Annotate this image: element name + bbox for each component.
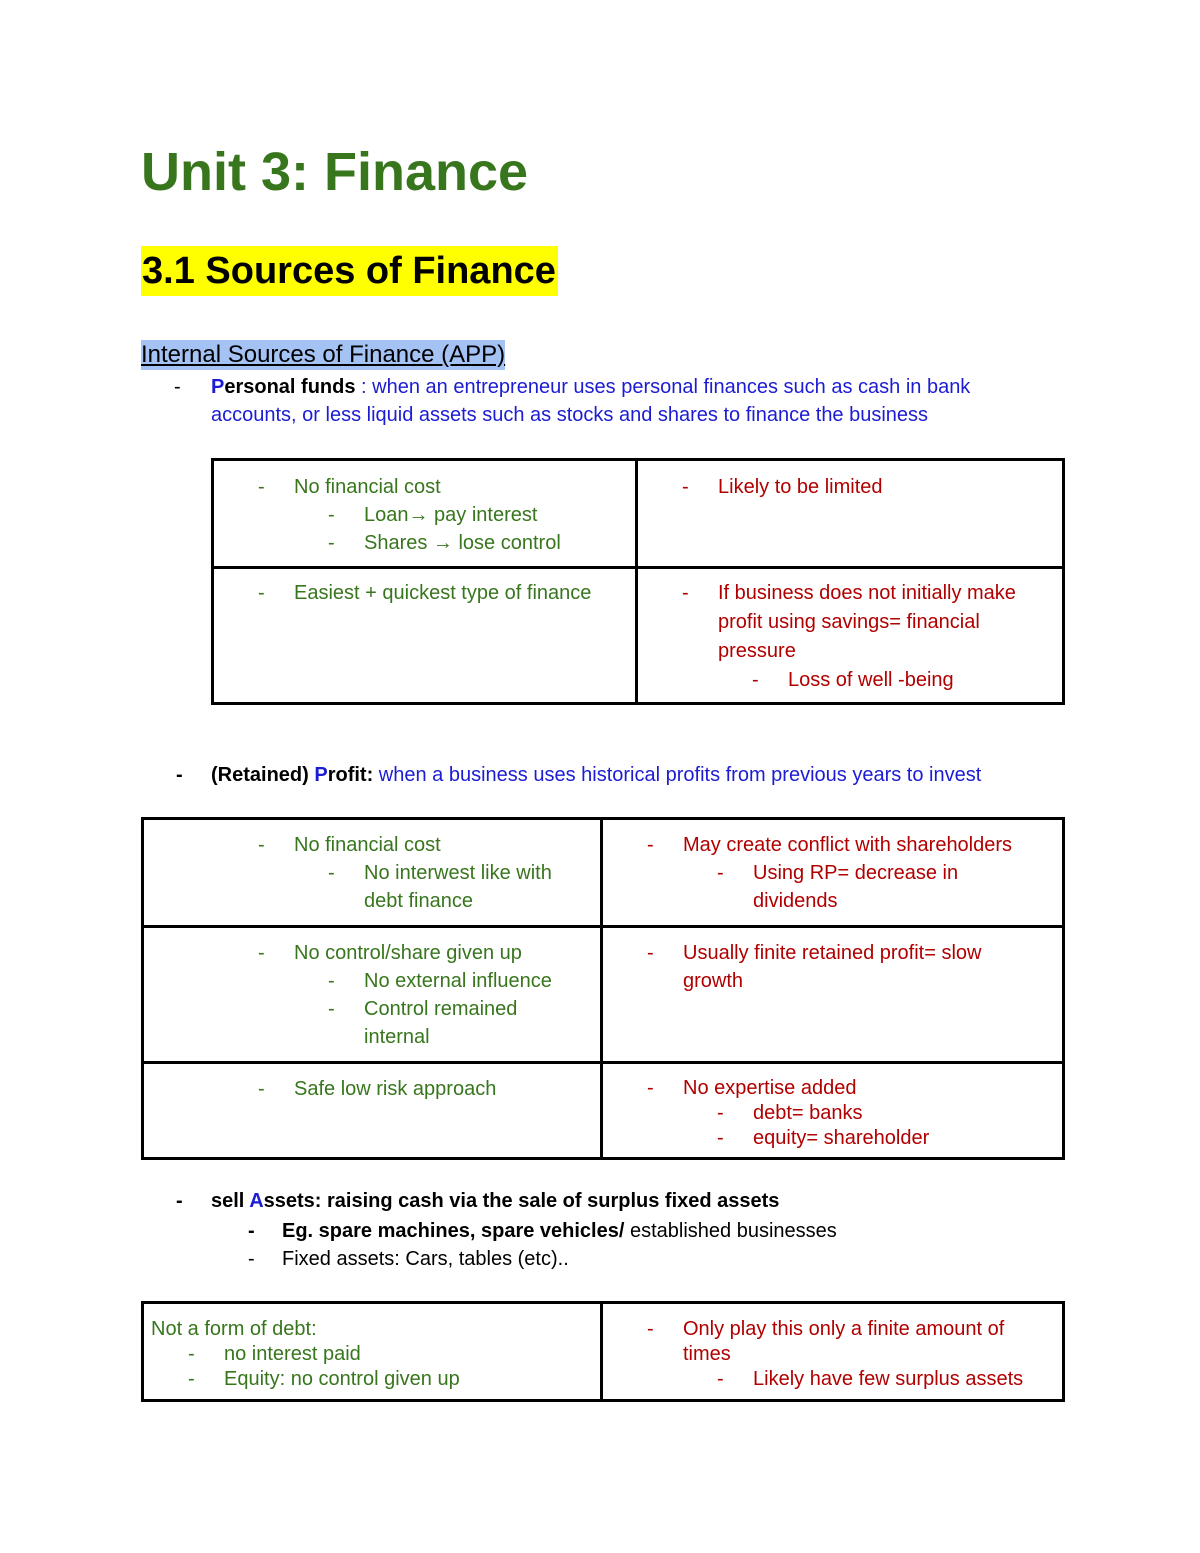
list-item: - Only play this only a finite amount of (647, 1318, 1005, 1340)
page-title: Unit 3: Finance (141, 142, 529, 202)
retained-label: (Retained) (211, 764, 315, 786)
retained-profit-table (141, 817, 1065, 1160)
table-cell-advantage (143, 1063, 602, 1159)
sell-assets-desc: ssets: raising cash via the sale of surplus fixed assets (263, 1190, 780, 1212)
list-item: debt finance (364, 890, 473, 912)
list-item: - No control/share given up (258, 942, 522, 964)
table-cell-advantage (143, 819, 602, 927)
table-cell-advantage (213, 568, 637, 704)
sell-assets-line (211, 1187, 779, 1215)
personal-funds-label: ersonal funds (224, 376, 356, 398)
retained-profit-desc: when a business uses historical profits from previous years to invest (373, 764, 982, 786)
list-item: - Control remained (328, 998, 518, 1020)
list-item: pressure (718, 640, 796, 662)
list-item: - No financial cost (258, 834, 441, 856)
list-item: - Usually finite retained profit= slow (647, 942, 982, 964)
list-item: - No financial cost (258, 476, 441, 498)
table-cell-disadvantage (602, 1303, 1064, 1401)
example-line (282, 1217, 837, 1245)
list-item: - Equity: no control given up (188, 1368, 460, 1390)
bullet-dash: - (176, 764, 183, 786)
list-item: - debt= banks (717, 1102, 863, 1124)
personal-funds-table (211, 458, 1065, 705)
cell-heading: Not a form of debt: (151, 1318, 317, 1340)
list-item: - no interest paid (188, 1343, 361, 1365)
sell-assets-table (141, 1301, 1065, 1402)
table-cell-disadvantage (637, 460, 1064, 568)
table-cell-disadvantage (602, 927, 1064, 1063)
internal-sources-heading: Internal Sources of Finance (APP) (141, 341, 506, 368)
list-item: - Loan→ pay interest (328, 504, 538, 526)
list-item: dividends (753, 890, 838, 912)
table-cell-disadvantage (602, 1063, 1064, 1159)
list-item: - No external influence (328, 970, 552, 992)
fixed-assets-line: Fixed assets: Cars, tables (etc).. (282, 1248, 569, 1270)
retained-profit-line (211, 761, 981, 789)
personal-funds-initial: P (211, 376, 225, 398)
table-cell-advantage (143, 927, 602, 1063)
example-rest: established businesses (624, 1220, 837, 1242)
list-item: - Loss of well -being (752, 669, 954, 691)
assets-initial: A (249, 1190, 264, 1212)
bullet-dash: - (174, 376, 181, 398)
retained-profit-initial: P (314, 764, 328, 786)
list-item: - Likely have few surplus assets (717, 1368, 1024, 1390)
bullet-dash: - (248, 1220, 255, 1242)
table-cell-disadvantage (637, 568, 1064, 704)
colon: : (355, 376, 373, 398)
list-item: - If business does not initially make (682, 582, 1016, 604)
list-item: - No interwest like with (328, 862, 552, 884)
example-bold: Eg. spare machines, spare vehicles/ (282, 1220, 625, 1242)
table-cell-disadvantage (602, 819, 1064, 927)
bullet-dash: - (176, 1190, 183, 1212)
list-item: - Easiest + quickest type of finance (258, 582, 592, 604)
personal-funds-desc-1: when an entrepreneur uses personal finances such as cash in bank (372, 376, 971, 398)
list-item: - No expertise added (647, 1077, 857, 1099)
table-cell-advantage (143, 1303, 602, 1401)
list-item: growth (683, 970, 744, 992)
list-item: - Likely to be limited (682, 476, 883, 498)
personal-funds-desc-2: accounts, or less liquid assets such as stocks and shares to finance the business (211, 404, 929, 426)
list-item: - May create conflict with shareholders (647, 834, 1013, 856)
list-item: - Safe low risk approach (258, 1078, 497, 1100)
table-cell-advantage (213, 460, 637, 568)
retained-profit-label: rofit: (327, 764, 374, 786)
list-item: internal (364, 1026, 430, 1048)
list-item: - Shares → lose control (328, 532, 561, 554)
section-subtitle: 3.1 Sources of Finance (141, 246, 558, 296)
sell-label: sell (211, 1190, 250, 1212)
list-item: profit using savings= financial (718, 611, 980, 633)
bullet-dash: - (248, 1248, 255, 1270)
list-item: - Using RP= decrease in (717, 862, 959, 884)
list-item: times (683, 1343, 731, 1365)
list-item: - equity= shareholder (717, 1127, 930, 1149)
personal-funds-line-1 (211, 373, 970, 401)
